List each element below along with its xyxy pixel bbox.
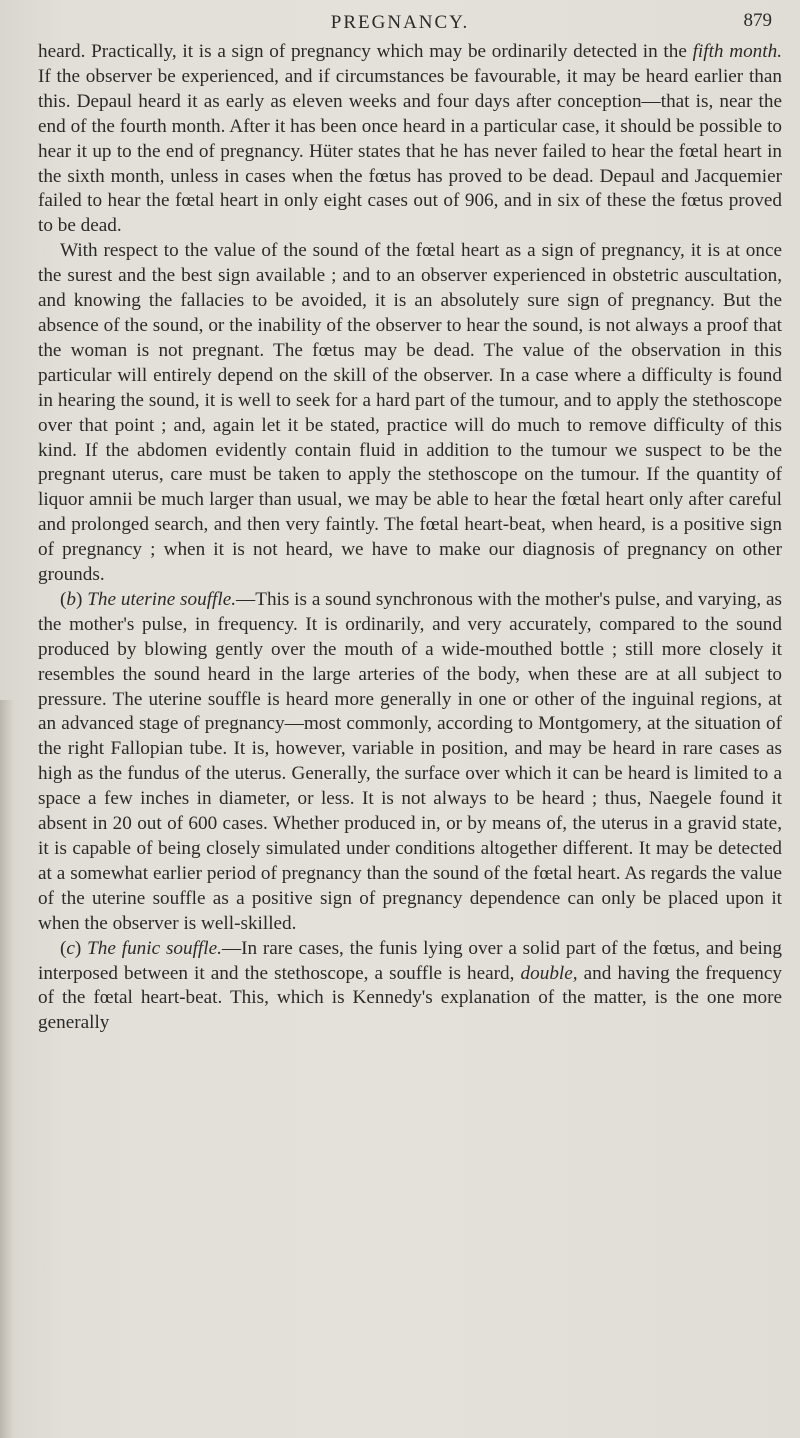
italic-run: double, bbox=[520, 962, 578, 984]
text-run: With respect to the value of the sound of the fœtal heart as a sign of pregnancy, it is at once the surest and the best sign available ; and to an observer experienced in obstetric auscultation, and knowing the fallacies to be avoided, it is an absolutely sure sign of pregnancy. But the absence of the sound, or the inability of the observer to hear the sound, is not always a proof that the woman is not pregnant. The fœtus may be dead. The value of the observation in this particular will entirely depend on the skill of the observer. In a case where a difficulty is found in hearing the sound, it is well to seek for a hard part of the tumour, and to apply the stethoscope over that point ; and, again let it be stated, practice will do much to remove difficulty of this kind. If the abdomen evidently contain fluid in addition to the tumour we suspect to be the pregnant uterus, care must be taken to apply the stethoscope on the tumour. If the quantity of liquor amnii be much larger than usual, we may be able to hear the fœtal heart only after careful and prolonged search, and then very faintly. The fœtal heart-beat, when heard, is a positive sign of pregnancy ; when it is not heard, we have to make our diagnosis of pregnancy on other grounds. bbox=[38, 240, 782, 586]
text-run: ) bbox=[74, 937, 88, 959]
paragraph bbox=[38, 40, 782, 239]
text-run: —This is a sound synchronous with the mother's pulse, and varying, as the mother's pulse, in frequency. It is ordinarily, and very accurately, compared to the sound produced by blowing gently over the mouth of a wide-mouthed bottle ; still more closely it resembles the sound heard in the large arteries of the body, when these are at all subject to pressure. The uterine souffle is heard more generally in one or other of the inguinal regions, at an advanced stage of pregnancy—most commonly, according to Montgomery, at the situation of the right Fallopian tube. It is, however, variable in position, and may be heard in rare cases as high as the fundus of the uterus. Generally, the surface over which it can be heard is limited to a space a few inches in diameter, or less. It is not always to be heard ; thus, Naegele found it absent in 20 out of 600 cases. Whether produced in, or by means of, the uterus in a gravid state, it is capable of being closely simulated under conditions altogether different. It may be detected at a somewhat earlier period of pregnancy than the sound of the fœtal heart. As regards the value of the uterine souffle as a positive sign of pregnancy dependence can only be placed upon it when the observer is well-skilled. bbox=[38, 588, 783, 934]
page-number: 879 bbox=[743, 10, 772, 31]
running-head: PREGNANCY. bbox=[330, 12, 470, 33]
text-run: —In rare cases, the funis lying over a solid part of the fœtus, and being interposed between it and the stethoscope, a souffle is heard, bbox=[38, 937, 782, 984]
paragraph bbox=[38, 239, 782, 588]
paragraph bbox=[38, 588, 782, 937]
body-text bbox=[38, 40, 782, 1036]
italic-run: fifth month. bbox=[692, 41, 782, 62]
italic-run: c bbox=[66, 937, 75, 959]
text-run: ( bbox=[60, 588, 67, 610]
paragraph bbox=[38, 937, 782, 1037]
italic-run: The uterine souffle. bbox=[87, 588, 237, 610]
text-run: heard. Practically, it is a sign of pregnancy which may be ordinarily detected in the bbox=[38, 41, 693, 62]
text-run: ( bbox=[60, 937, 67, 959]
page-header bbox=[0, 4, 800, 44]
text-run: ) bbox=[75, 588, 88, 610]
text-run: If the observer be experienced, and if circumstances be favourable, it may be heard earlier than this. Depaul heard it as early as eleven weeks and four days after conception—that is, near the end of the fourth month. After it has been once heard in a particular case, it should be possible to hear it up to the end of pregnancy. Hüter states that he has never failed to hear the fœtal heart in the sixth month, unless in cases when the fœtus has proved to be dead. Depaul and Jacquemier failed to hear the fœtal heart in only eight cases out of 906, and in six of these the fœtus proved to be dead. bbox=[38, 65, 782, 237]
italic-run: The funic souffle. bbox=[87, 937, 222, 959]
italic-run: b bbox=[66, 588, 76, 610]
text-run: and having the frequency of the fœtal heart-beat. This, which is Kennedy's explanation of the matter, is the one more generally bbox=[38, 962, 782, 1034]
page-gutter-shadow bbox=[0, 700, 14, 1438]
